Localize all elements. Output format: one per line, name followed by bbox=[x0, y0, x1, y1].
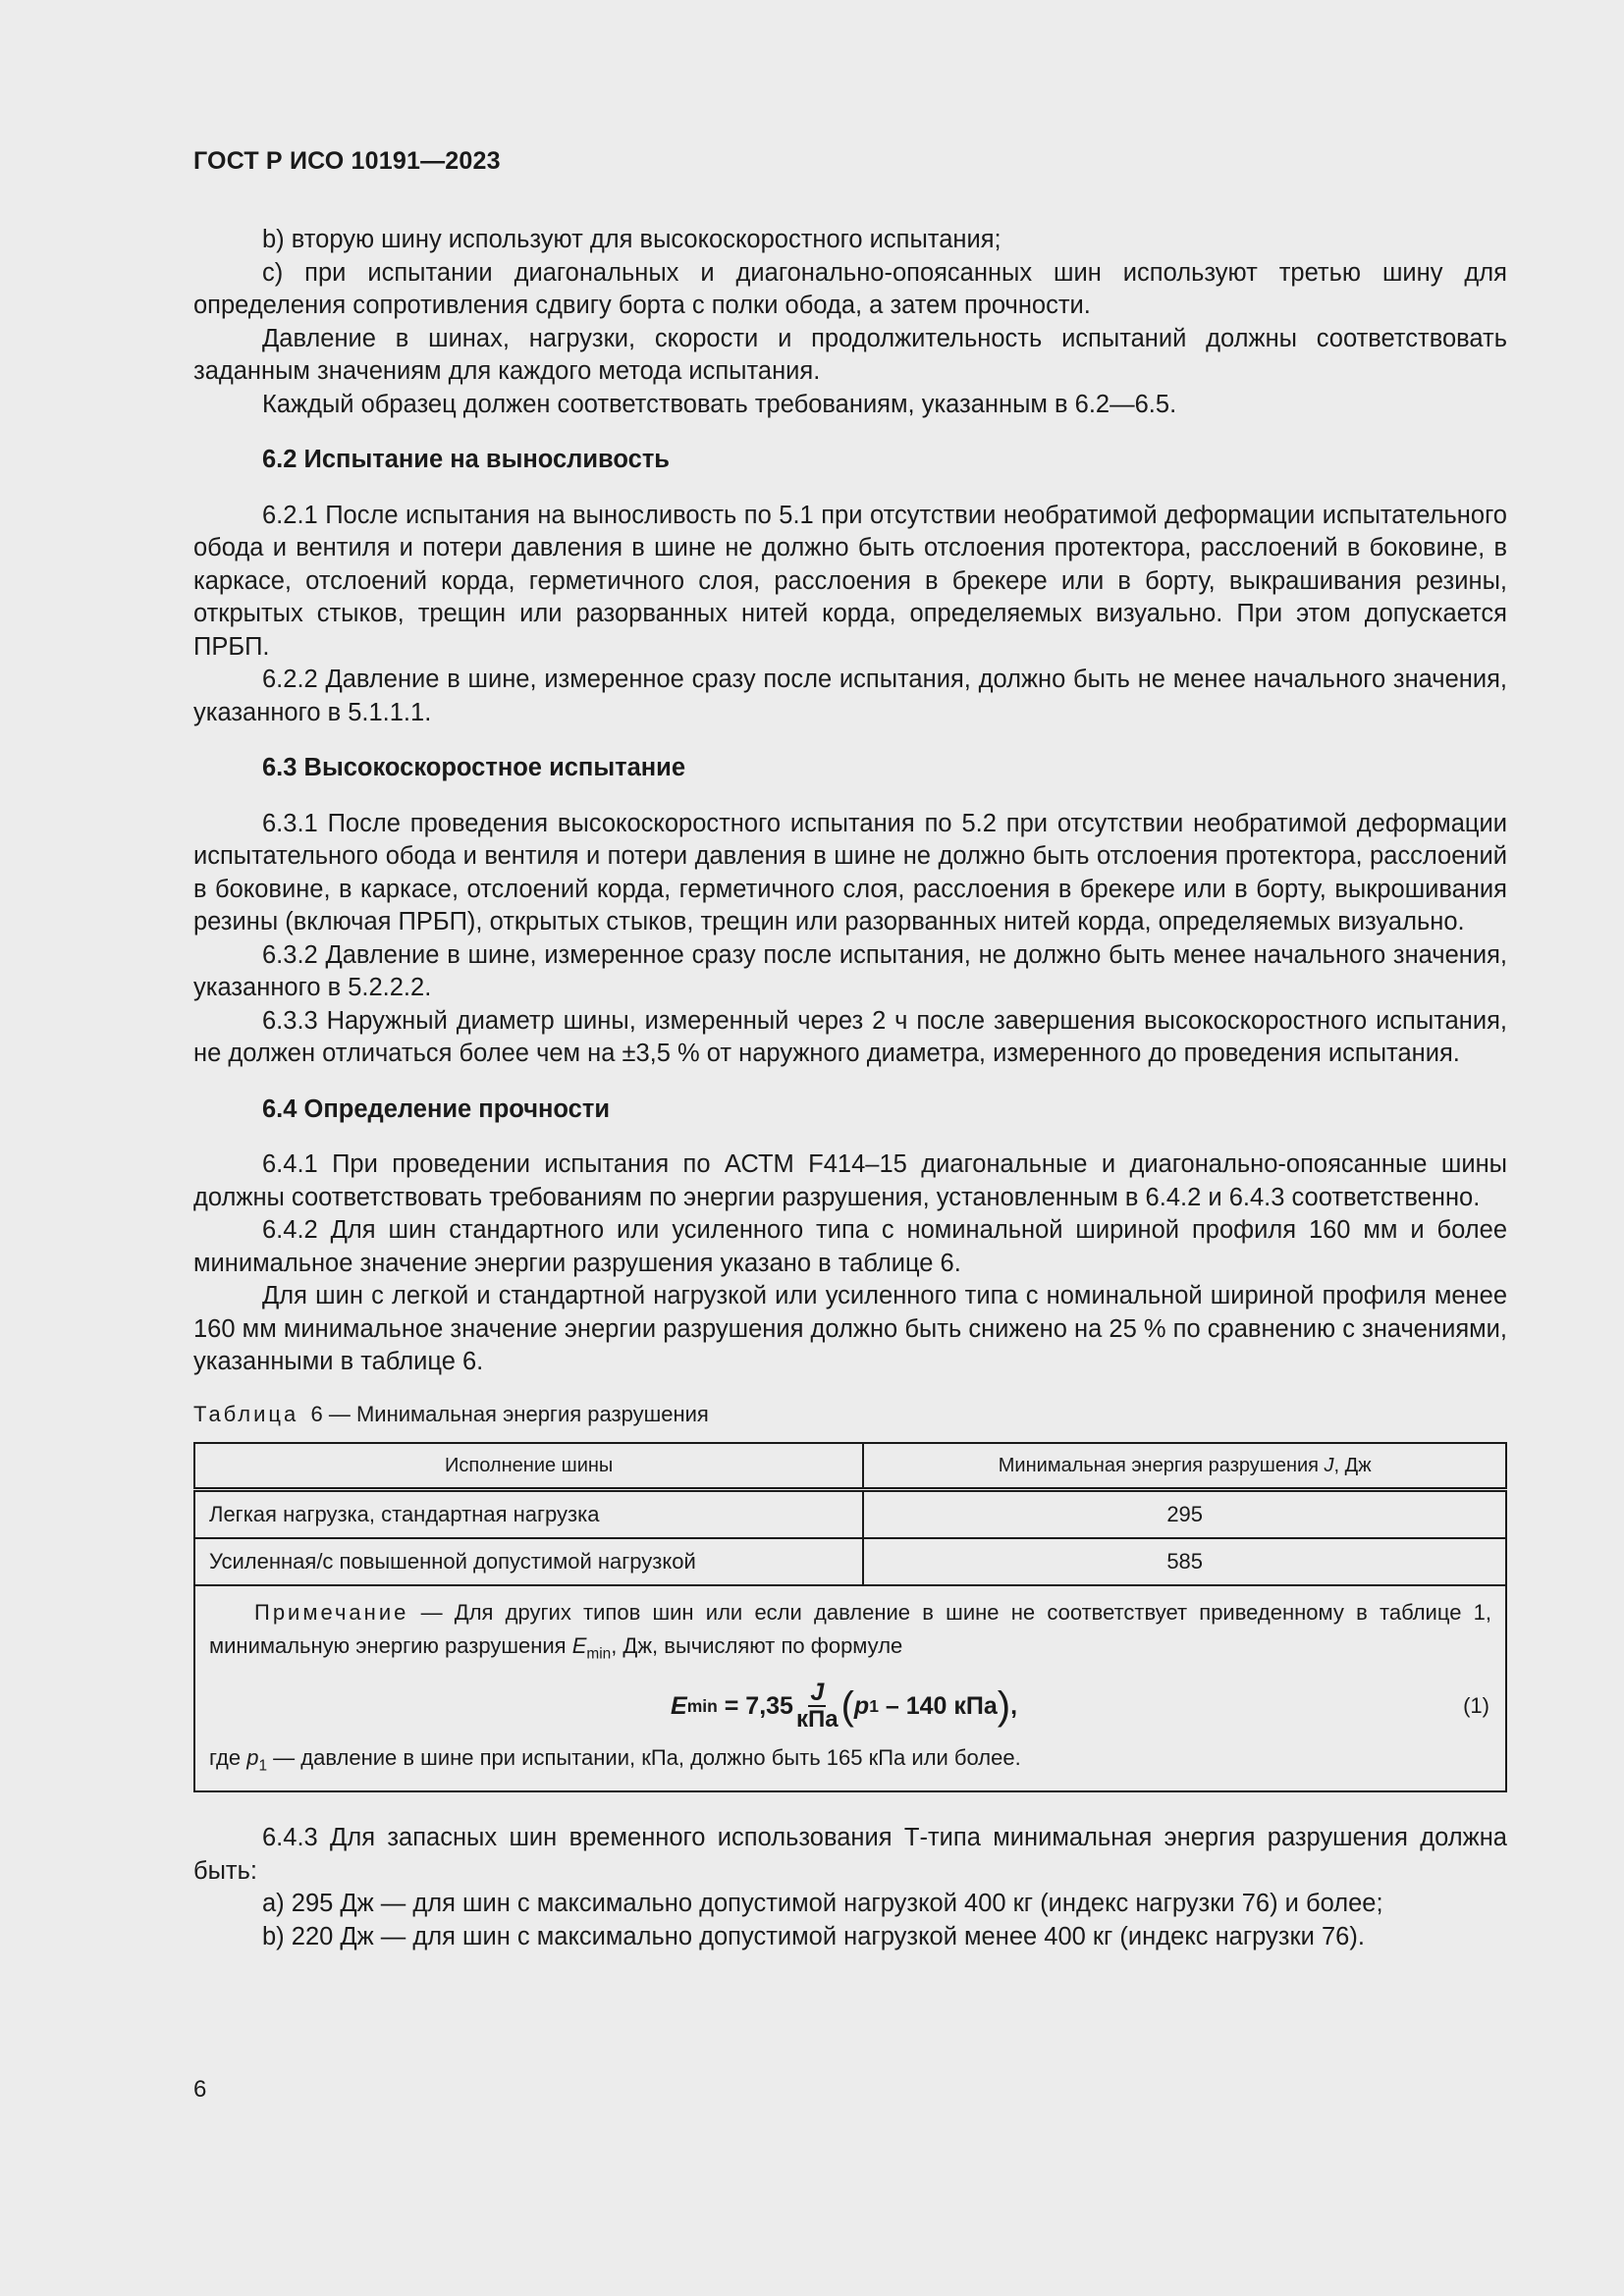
table-caption-word: Таблица bbox=[193, 1401, 299, 1426]
clause-6-2-1: 6.2.1 После испытания на выносливость по 5.1 при отсутствии необратимой деформации испытательного обода и вентиля и потери давления в шине не должно быть отслоения протектора, расслоений в боковине, в каркасе, отслоений корда, герметичного слоя, расслоения в брекере или в борту, выкрашивания резины, открытых стыков, трещин или разорванных нитей корда, определяемых визуально. При этом допускается ПРБП. bbox=[193, 501, 1507, 661]
table-caption bbox=[193, 1401, 1507, 1428]
table-cell-type: Усиленная/с повышенной допустимой нагрузкой bbox=[194, 1538, 863, 1585]
clause-6-3-2: 6.3.2 Давление в шине, измеренное сразу после испытания, не должно быть менее начального значения, указанного в 5.2.2.2. bbox=[193, 940, 1507, 1001]
section-heading-6-3: 6.3 Высокоскоростное испытание bbox=[262, 754, 686, 781]
list-item-a: a) 295 Дж — для шин с максимально допустимой нагрузкой 400 кг (индекс нагрузки 76) и более; bbox=[262, 1890, 1383, 1918]
table-note-row bbox=[194, 1585, 1506, 1792]
note-text: Примечание — Для других типов шин или если давление в шине не соответствует приведенному в таблице 1, минимальную энергию разрушения $E_{min}$, Дж, вычисляют по формуле bbox=[209, 1599, 1491, 1662]
clause-6-4-2: 6.4.2 Для шин стандартного или усиленного типа с номинальной шириной профиля 160 мм и более минимальное значение энергии разрушения указано в таблице 6. bbox=[193, 1216, 1507, 1277]
table-header-tire-type: Исполнение шины bbox=[194, 1443, 863, 1490]
table-note bbox=[194, 1585, 1506, 1792]
list-item-b: b) вторую шину используют для высокоскоростного испытания; bbox=[262, 226, 1001, 253]
energy-table bbox=[193, 1442, 1507, 1793]
section-heading-6-4: 6.4 Определение прочности bbox=[262, 1095, 610, 1123]
clause-6-4-3: 6.4.3 Для запасных шин временного использования Т-типа минимальная энергия разрушения должна быть: bbox=[193, 1824, 1507, 1885]
page-number: 6 bbox=[193, 2076, 207, 2103]
formula-fraction: $\frac{J}{\text{кПа}}$ bbox=[795, 1678, 839, 1733]
clause-6-2-2: 6.2.2 Давление в шине, измеренное сразу после испытания, должно быть не менее начального значения, указанного в 5.1.1.1. bbox=[193, 666, 1507, 726]
paragraph: Для шин с легкой и стандартной нагрузкой или усиленного типа с номинальной шириной профиля менее 160 мм минимальное значение энергии разрушения должно быть снижено на 25 % по сравнению с значениями, указанными в таблице 6. bbox=[193, 1282, 1507, 1375]
document-body bbox=[193, 224, 1507, 1953]
table-row bbox=[194, 1538, 1506, 1585]
table-cell-energy: 295 bbox=[863, 1489, 1506, 1538]
clause-6-3-1: 6.3.1 После проведения высокоскоростного испытания по 5.2 при отсутствии необратимой деформации испытательного обода и вентиля и потери давления в шине не должно быть отслоения протектора, расслоений в боковине, в каркасе, отслоений корда, герметичного слоя, расслоения в брекере или в борту, выкрошивания резины (включая ПРБП), открытых стыков, трещин или разорванных нитей корда, определяемых визуально. bbox=[193, 809, 1507, 935]
list-item-c: c) при испытании диагональных и диагонально-опоясанных шин используют третью шину для определения сопротивления сдвигу борта с полки обода, а затем прочности. bbox=[193, 258, 1507, 319]
formula-where: где $p_1$ — давление в шине при испытании, кПа, должно быть 165 кПа или более. bbox=[209, 1744, 1021, 1775]
paragraph: Каждый образец должен соответствовать требованиям, указанным в 6.2—6.5. bbox=[262, 390, 1177, 418]
table-header-energy: Минимальная энергия разрушения J, Дж bbox=[863, 1443, 1506, 1490]
formula-expression: E min = 7,35 $\frac{J}{\text{кПа}}$ ( p 1 – 140 кПа ) , bbox=[671, 1678, 1018, 1733]
table-row bbox=[194, 1489, 1506, 1538]
formula-number: (1) bbox=[1463, 1692, 1489, 1718]
section-heading-6-2: 6.2 Испытание на выносливость bbox=[262, 446, 670, 473]
clause-6-3-3: 6.3.3 Наружный диаметр шины, измеренный через 2 ч после завершения высокоскоростного испытания, не должен отличаться более чем на ±3,5 % от наружного диаметра, измеренного до проведения испытания. bbox=[193, 1006, 1507, 1067]
paragraph: Давление в шинах, нагрузки, скорости и продолжительность испытаний должны соответствовать заданным значениям для каждого метода испытания. bbox=[193, 324, 1507, 385]
clause-6-4-1: 6.4.1 При проведении испытания по АСТМ F414–15 диагональные и диагонально-опоясанные шины должны соответствовать требованиям по энергии разрушения, установленным в 6.4.2 и 6.4.3 соответственно. bbox=[193, 1150, 1507, 1211]
table-cell-type: Легкая нагрузка, стандартная нагрузка bbox=[194, 1489, 863, 1538]
formula-1 bbox=[209, 1673, 1491, 1741]
table-cell-energy: 585 bbox=[863, 1538, 1506, 1585]
table-caption-title: 6 — Минимальная энергия разрушения bbox=[310, 1401, 709, 1426]
list-item-b: b) 220 Дж — для шин с максимально допустимой нагрузкой менее 400 кг (индекс нагрузки 76). bbox=[262, 1922, 1365, 1950]
document-header: ГОСТ Р ИСО 10191—2023 bbox=[193, 147, 501, 175]
